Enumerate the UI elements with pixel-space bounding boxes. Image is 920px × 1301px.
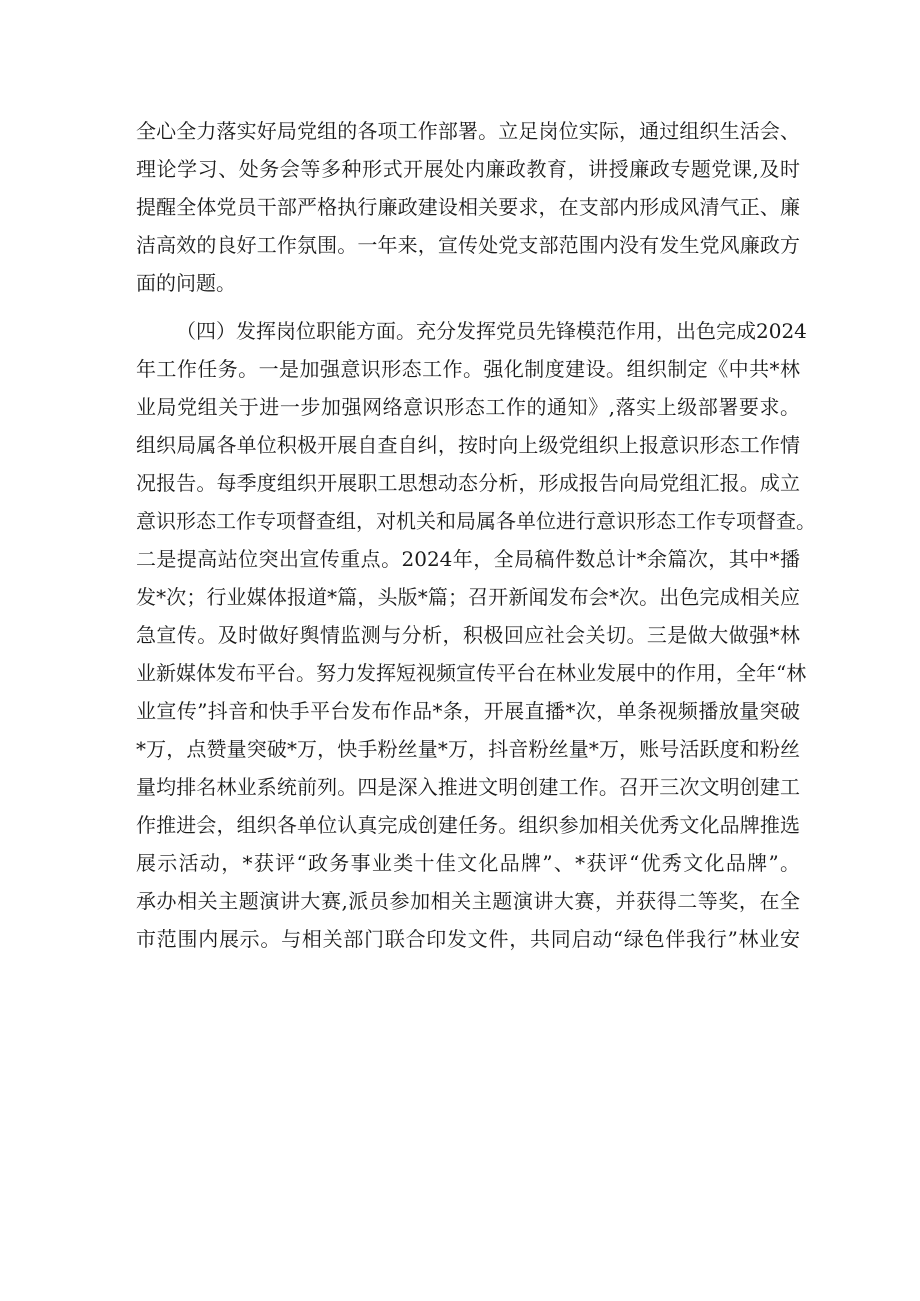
- paragraph-line: 业局党组关于进一步加强网络意识形态工作的通知》,落实上级部署要求。: [136, 395, 800, 419]
- paragraph-line: 洁高效的良好工作氛围。一年来，宣传处党支部范围内没有发生党风廉政方: [136, 233, 800, 257]
- paragraph-line: 面的问题。: [136, 271, 236, 295]
- paragraph-line: 承办相关主题演讲大赛,派员参加相关主题演讲大赛，并获得二等奖，在全: [136, 889, 800, 913]
- paragraph-line: （四）发挥岗位职能方面。充分发挥党员先锋模范作用，出色完成2024: [176, 319, 807, 343]
- document-body: [136, 112, 816, 958]
- paragraph-line: 提醒全体党员干部严格执行廉政建设相关要求，在支部内形成风清气正、廉: [136, 195, 800, 219]
- paragraph-line: 组织局属各单位积极开展自查自纠，按时向上级党组织上报意识形态工作情: [136, 433, 800, 457]
- paragraph-line: 理论学习、处务会等多种形式开展处内廉政教育，讲授廉政专题党课,及时: [136, 157, 800, 181]
- paragraph-line: 全心全力落实好局党组的各项工作部署。立足岗位实际，通过组织生活会、: [136, 119, 800, 143]
- paragraph-spacer: [136, 302, 800, 312]
- paragraph-line: 意识形态工作专项督查组，对机关和局属各单位进行意识形态工作专项督查。: [136, 509, 816, 533]
- paragraph-line: 发*次；行业媒体报道*篇，头版*篇；召开新闻发布会*次。出色完成相关应: [136, 585, 800, 609]
- paragraph-line: 况报告。每季度组织开展职工思想动态分析，形成报告向局党组汇报。成立: [136, 471, 800, 495]
- paragraph-1: [136, 112, 800, 302]
- paragraph-line: 业宣传”抖音和快手平台发布作品*条，开展直播*次，单条视频播放量突破: [136, 699, 800, 723]
- paragraph-line: 急宣传。及时做好舆情监测与分析，积极回应社会关切。三是做大做强*林: [136, 623, 800, 647]
- paragraph-line: 作推进会，组织各单位认真完成创建任务。组织参加相关优秀文化品牌推选: [136, 813, 800, 837]
- paragraph-line: 量均排名林业系统前列。四是深入推进文明创建工作。召开三次文明创建工: [136, 775, 800, 799]
- paragraph-2: [136, 312, 816, 958]
- paragraph-line: 业新媒体发布平台。努力发挥短视频宣传平台在林业发展中的作用，全年“林: [136, 661, 807, 685]
- paragraph-line: 市范围内展示。与相关部门联合印发文件，共同启动“绿色伴我行”林业安: [136, 927, 800, 951]
- paragraph-line: 年工作任务。一是加强意识形态工作。强化制度建设。组织制定《中共*林: [136, 357, 800, 381]
- paragraph-line: 二是提高站位突出宣传重点。2024年，全局稿件数总计*余篇次，其中*播: [136, 547, 800, 571]
- paragraph-line: *万，点赞量突破*万，快手粉丝量*万，抖音粉丝量*万，账号活跃度和粉丝: [136, 737, 800, 761]
- paragraph-line: 展示活动，*获评“政务事业类十佳文化品牌”、*获评“优秀文化品牌”。: [136, 851, 800, 875]
